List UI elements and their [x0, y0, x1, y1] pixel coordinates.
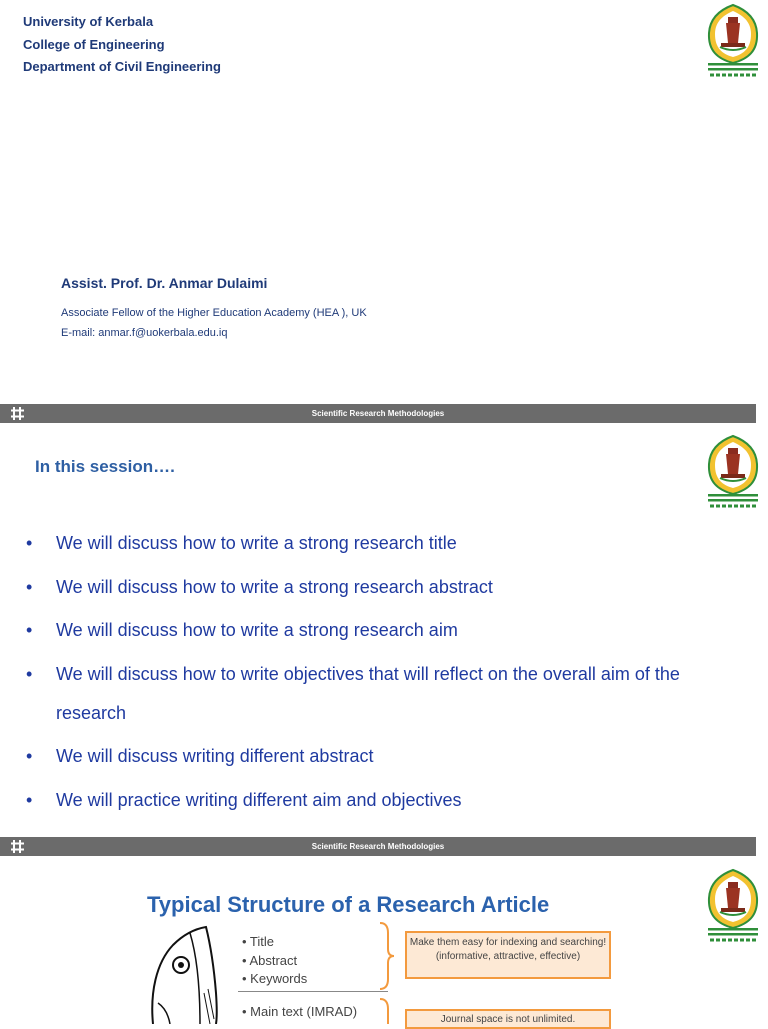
list-item: • We will practice writing different aim and objectives [26, 789, 462, 810]
band-title: Scientific Research Methodologies [311, 409, 445, 418]
author-affiliation: Associate Fellow of the Higher Education Academy (HEA ), UK [61, 307, 367, 319]
divider [238, 991, 388, 992]
author-name: Assist. Prof. Dr. Anmar Dulaimi [61, 275, 268, 291]
list-item: • We will discuss how to write a strong research abstract [26, 576, 493, 597]
bracket-icon [376, 997, 396, 1024]
title-slide [0, 0, 768, 404]
list-item: • Keywords [242, 971, 308, 986]
university-logo-icon [704, 868, 762, 944]
slide-header-band [0, 837, 756, 856]
slide-header-band [0, 404, 756, 423]
university-logo-icon [704, 434, 762, 510]
department-name: Department of Civil Engineering [23, 59, 221, 74]
list-item: • We will discuss how to write objectives that will reflect on the overall aim of the research [26, 663, 680, 723]
slide-title: Typical Structure of a Research Article [147, 892, 550, 917]
structure-slide [0, 837, 768, 1024]
university-name: University of Kerbala [23, 14, 154, 29]
author-email: E-mail: anmar.f@uokerbala.edu.iq [61, 327, 228, 339]
list-item: • Main text (IMRAD) [242, 1004, 358, 1019]
hash-icon [10, 406, 25, 421]
fish-icon [128, 923, 228, 1024]
main-text-list [242, 1003, 357, 1022]
hash-icon [10, 839, 25, 854]
session-title: In this session…. [35, 457, 175, 476]
bracket-icon [376, 921, 396, 991]
list-item: • Abstract [242, 952, 298, 968]
note-box: Journal space is not unlimited. [405, 1009, 611, 1029]
session-slide [0, 404, 768, 837]
list-item: • We will discuss how to write a strong research title [26, 533, 457, 553]
session-bullet-list [26, 524, 736, 824]
list-item: • We will discuss how to write a strong research aim [26, 620, 458, 640]
college-name: College of Engineering [23, 37, 165, 52]
list-item: • Title [242, 934, 275, 949]
front-matter-list [242, 933, 307, 989]
university-logo-icon [704, 3, 762, 79]
band-title: Scientific Research Methodologies [311, 842, 445, 851]
list-item: • We will discuss writing different abstract [26, 746, 374, 766]
note-box: Make them easy for indexing and searching! (informative, attractive, effective) [405, 931, 611, 979]
